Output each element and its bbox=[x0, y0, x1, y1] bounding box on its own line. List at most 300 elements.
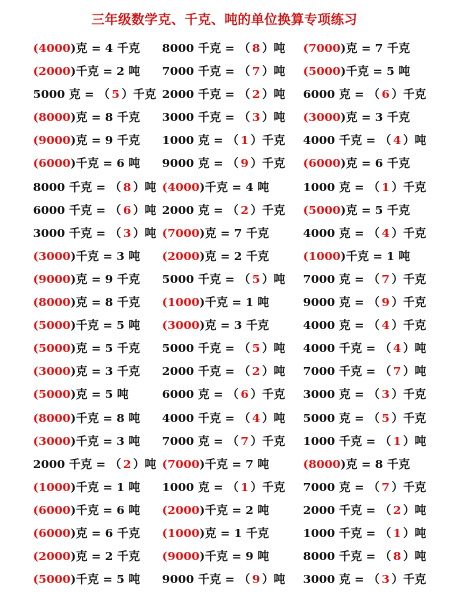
unit-text: ）吨 bbox=[262, 87, 286, 102]
equation-text: 8000 千克 = （ bbox=[33, 179, 122, 194]
equation-text: 5000 千克 = （ bbox=[162, 271, 251, 286]
answer-value: 7 bbox=[240, 433, 249, 448]
answer-value: 5000 bbox=[38, 341, 71, 356]
exercise-item bbox=[33, 360, 161, 383]
exercise-item bbox=[303, 129, 448, 152]
answer-value: 5 bbox=[252, 341, 261, 356]
exercise-item bbox=[303, 60, 448, 83]
exercise-row bbox=[0, 545, 449, 568]
answer-value: 4 bbox=[381, 225, 390, 240]
exercise-item bbox=[303, 245, 448, 268]
exercise-item bbox=[33, 291, 161, 314]
exercise-item bbox=[303, 383, 448, 406]
open-paren: ( bbox=[33, 41, 39, 55]
equation-text: 6000 千克 = （ bbox=[33, 202, 122, 217]
answer-value: 7 bbox=[252, 64, 261, 79]
equation-rest: )千克 = 3 吨 bbox=[70, 248, 141, 263]
equation-rest: )克 = 7 千克 bbox=[340, 41, 411, 55]
open-paren: ( bbox=[162, 225, 168, 240]
answer-value: 9 bbox=[381, 295, 390, 310]
open-paren: ( bbox=[162, 179, 168, 194]
open-paren: ( bbox=[33, 364, 39, 379]
exercise-row bbox=[0, 176, 449, 199]
equation-text: 4000 克 = （ bbox=[303, 318, 380, 333]
exercise-item bbox=[162, 407, 302, 430]
answer-value: 8000 bbox=[38, 110, 71, 125]
equation-rest: )克 = 9 千克 bbox=[70, 133, 141, 148]
exercise-item bbox=[162, 83, 302, 106]
equation-text: 2000 千克 = （ bbox=[303, 502, 392, 517]
open-paren: ( bbox=[33, 295, 39, 310]
exercise-row bbox=[0, 430, 449, 453]
answer-value: 9 bbox=[240, 156, 249, 171]
exercise-item bbox=[162, 499, 302, 522]
exercise-row bbox=[0, 245, 449, 268]
exercise-row bbox=[0, 337, 449, 360]
exercise-item bbox=[33, 245, 161, 268]
exercise-item bbox=[162, 199, 302, 222]
exercise-item bbox=[162, 37, 302, 60]
equation-rest: )克 = 7 千克 bbox=[199, 225, 270, 240]
exercise-item bbox=[303, 199, 448, 222]
exercise-row bbox=[0, 568, 449, 591]
answer-value: 8000 bbox=[38, 295, 71, 310]
answer-value: 6000 bbox=[38, 156, 71, 171]
unit-text: ）千克 bbox=[391, 387, 427, 402]
answer-value: 3 bbox=[123, 225, 132, 240]
equation-rest: )千克 = 9 吨 bbox=[199, 549, 270, 564]
open-paren: ( bbox=[162, 502, 168, 517]
open-paren: ( bbox=[33, 271, 39, 286]
exercise-item bbox=[303, 407, 448, 430]
exercise-row bbox=[0, 37, 449, 60]
equation-rest: )千克 = 5 吨 bbox=[70, 318, 141, 333]
equation-text: 5000 千克 = （ bbox=[162, 341, 251, 356]
exercise-row bbox=[0, 152, 449, 175]
answer-value: 2 bbox=[252, 364, 261, 379]
answer-value: 8 bbox=[393, 549, 402, 564]
answer-value: 5000 bbox=[308, 64, 341, 79]
unit-text: ）吨 bbox=[262, 110, 286, 125]
exercise-grid bbox=[0, 37, 449, 591]
exercise-row bbox=[0, 499, 449, 522]
unit-text: ）千克 bbox=[250, 479, 286, 494]
answer-value: 5 bbox=[381, 410, 390, 425]
exercise-item bbox=[303, 314, 448, 337]
exercise-item bbox=[33, 314, 161, 337]
exercise-row bbox=[0, 222, 449, 245]
exercise-item bbox=[162, 106, 302, 129]
unit-text: ）吨 bbox=[133, 202, 157, 217]
answer-value: 7000 bbox=[167, 225, 200, 240]
answer-value: 7000 bbox=[308, 41, 341, 55]
answer-value: 3000 bbox=[308, 110, 341, 125]
open-paren: ( bbox=[33, 502, 39, 517]
exercise-item bbox=[162, 430, 302, 453]
answer-value: 8000 bbox=[308, 456, 341, 471]
exercise-item bbox=[303, 522, 448, 545]
worksheet-title: 三年级数学克、千克、吨的单位换算专项练习 bbox=[91, 13, 358, 28]
answer-value: 7000 bbox=[167, 456, 200, 471]
exercise-item bbox=[33, 60, 161, 83]
answer-value: 6 bbox=[240, 387, 249, 402]
unit-text: ）吨 bbox=[262, 341, 286, 356]
answer-value: 6 bbox=[123, 202, 132, 217]
equation-text: 7000 克 = （ bbox=[303, 271, 380, 286]
equation-text: 2000 千克 = （ bbox=[33, 456, 122, 471]
answer-value: 2000 bbox=[38, 549, 71, 564]
unit-text: ）吨 bbox=[133, 456, 157, 471]
unit-text: ）吨 bbox=[403, 525, 427, 540]
open-paren: ( bbox=[162, 525, 168, 540]
open-paren: ( bbox=[303, 156, 309, 171]
unit-text: ）千克 bbox=[250, 202, 286, 217]
open-paren: ( bbox=[33, 156, 39, 171]
unit-text: ）千克 bbox=[250, 133, 286, 148]
exercise-row bbox=[0, 383, 449, 406]
equation-text: 9000 克 = （ bbox=[162, 156, 239, 171]
unit-text: ）千克 bbox=[121, 87, 157, 102]
exercise-item bbox=[162, 152, 302, 175]
open-paren: ( bbox=[303, 41, 309, 55]
equation-rest: )千克 = 5 吨 bbox=[70, 572, 141, 587]
exercise-item bbox=[303, 430, 448, 453]
answer-value: 2 bbox=[252, 87, 261, 102]
exercise-item bbox=[33, 106, 161, 129]
unit-text: ）千克 bbox=[391, 318, 427, 333]
answer-value: 9000 bbox=[167, 549, 200, 564]
open-paren: ( bbox=[33, 341, 39, 356]
equation-rest: )克 = 4 千克 bbox=[70, 41, 141, 55]
equation-rest: )克 = 5 千克 bbox=[340, 202, 411, 217]
exercise-item bbox=[33, 568, 161, 591]
open-paren: ( bbox=[162, 248, 168, 263]
exercise-item bbox=[303, 499, 448, 522]
equation-text: 3000 克 = （ bbox=[303, 387, 380, 402]
exercise-row bbox=[0, 60, 449, 83]
unit-text: ）吨 bbox=[262, 572, 286, 587]
exercise-row bbox=[0, 453, 449, 476]
equation-text: 8000 千克 = （ bbox=[303, 549, 392, 564]
equation-rest: )克 = 8 千克 bbox=[70, 110, 141, 125]
equation-text: 9000 克 = （ bbox=[303, 295, 380, 310]
exercise-item bbox=[303, 545, 448, 568]
answer-value: 6000 bbox=[38, 525, 71, 540]
open-paren: ( bbox=[303, 456, 309, 471]
exercise-item bbox=[33, 37, 161, 60]
unit-text: ）吨 bbox=[262, 271, 286, 286]
open-paren: ( bbox=[33, 133, 39, 148]
exercise-row bbox=[0, 129, 449, 152]
answer-value: 5000 bbox=[308, 202, 341, 217]
answer-value: 4 bbox=[393, 341, 402, 356]
open-paren: ( bbox=[33, 110, 39, 125]
unit-text: ）吨 bbox=[403, 549, 427, 564]
exercise-item bbox=[162, 476, 302, 499]
unit-text: ）吨 bbox=[403, 433, 427, 448]
equation-text: 3000 千克 = （ bbox=[162, 110, 251, 125]
answer-value: 1000 bbox=[167, 525, 200, 540]
exercise-item bbox=[162, 268, 302, 291]
equation-text: 7000 千克 = （ bbox=[303, 364, 392, 379]
exercise-item bbox=[303, 83, 448, 106]
exercise-item bbox=[33, 430, 161, 453]
exercise-item bbox=[33, 199, 161, 222]
equation-text: 6000 克 = （ bbox=[162, 387, 239, 402]
unit-text: ）吨 bbox=[403, 133, 427, 148]
unit-text: ）千克 bbox=[250, 433, 286, 448]
exercise-item bbox=[162, 314, 302, 337]
equation-rest: )克 = 9 千克 bbox=[70, 271, 141, 286]
equation-text: 9000 千克 = （ bbox=[162, 572, 251, 587]
equation-text: 2000 千克 = （ bbox=[162, 87, 251, 102]
equation-rest: )千克 = 7 吨 bbox=[199, 456, 270, 471]
equation-text: 1000 克 = （ bbox=[303, 179, 380, 194]
answer-value: 8000 bbox=[38, 410, 71, 425]
equation-rest: )克 = 5 吨 bbox=[70, 387, 129, 402]
exercise-item bbox=[162, 222, 302, 245]
unit-text: ）千克 bbox=[250, 387, 286, 402]
equation-text: 8000 千克 = （ bbox=[162, 41, 251, 55]
exercise-item bbox=[33, 268, 161, 291]
equation-rest: )千克 = 1 吨 bbox=[199, 295, 270, 310]
exercise-item bbox=[303, 291, 448, 314]
unit-text: ）吨 bbox=[133, 179, 157, 194]
exercise-item bbox=[33, 522, 161, 545]
equation-rest: )克 = 3 千克 bbox=[70, 364, 141, 379]
open-paren: ( bbox=[33, 248, 39, 263]
exercise-item bbox=[33, 383, 161, 406]
open-paren: ( bbox=[303, 64, 309, 79]
equation-text: 1000 克 = （ bbox=[162, 479, 239, 494]
open-paren: ( bbox=[33, 410, 39, 425]
unit-text: ）千克 bbox=[391, 179, 427, 194]
open-paren: ( bbox=[33, 479, 39, 494]
open-paren: ( bbox=[162, 318, 168, 333]
equation-text: 7000 千克 = （ bbox=[162, 64, 251, 79]
equation-text: 3000 千克 = （ bbox=[33, 225, 122, 240]
exercise-row bbox=[0, 83, 449, 106]
exercise-item bbox=[162, 383, 302, 406]
answer-value: 8 bbox=[123, 179, 132, 194]
equation-text: 2000 克 = （ bbox=[162, 202, 239, 217]
unit-text: ）千克 bbox=[391, 225, 427, 240]
answer-value: 1 bbox=[381, 179, 390, 194]
exercise-item bbox=[303, 476, 448, 499]
exercise-item bbox=[162, 360, 302, 383]
open-paren: ( bbox=[33, 318, 39, 333]
exercise-item bbox=[33, 152, 161, 175]
answer-value: 7 bbox=[393, 364, 402, 379]
answer-value: 5 bbox=[252, 271, 261, 286]
open-paren: ( bbox=[162, 295, 168, 310]
exercise-item bbox=[303, 453, 448, 476]
exercise-item bbox=[303, 337, 448, 360]
unit-text: ）千克 bbox=[391, 410, 427, 425]
answer-value: 3000 bbox=[38, 433, 71, 448]
answer-value: 3000 bbox=[38, 364, 71, 379]
answer-value: 4 bbox=[381, 318, 390, 333]
open-paren: ( bbox=[33, 64, 39, 79]
equation-rest: )千克 = 6 吨 bbox=[70, 502, 141, 517]
answer-value: 9000 bbox=[38, 271, 71, 286]
equation-text: 2000 千克 = （ bbox=[162, 364, 251, 379]
equation-rest: )克 = 6 千克 bbox=[340, 156, 411, 171]
equation-rest: )千克 = 4 吨 bbox=[199, 179, 270, 194]
equation-text: 4000 千克 = （ bbox=[303, 133, 392, 148]
exercise-item bbox=[162, 453, 302, 476]
exercise-item bbox=[162, 245, 302, 268]
unit-text: ）吨 bbox=[262, 410, 286, 425]
unit-text: ）吨 bbox=[403, 364, 427, 379]
unit-text: ）吨 bbox=[262, 41, 286, 55]
exercise-item bbox=[162, 176, 302, 199]
open-paren: ( bbox=[162, 549, 168, 564]
equation-rest: )克 = 6 千克 bbox=[70, 525, 141, 540]
equation-text: 7000 克 = （ bbox=[303, 479, 380, 494]
answer-value: 1 bbox=[240, 479, 249, 494]
answer-value: 1 bbox=[240, 133, 249, 148]
unit-text: ）吨 bbox=[403, 341, 427, 356]
exercise-item bbox=[162, 522, 302, 545]
exercise-item bbox=[303, 268, 448, 291]
equation-text: 5000 克 = （ bbox=[33, 87, 110, 102]
equation-rest: )千克 = 2 吨 bbox=[199, 502, 270, 517]
answer-value: 3 bbox=[252, 110, 261, 125]
exercise-item bbox=[162, 337, 302, 360]
answer-value: 4 bbox=[393, 133, 402, 148]
unit-text: ）千克 bbox=[391, 87, 427, 102]
open-paren: ( bbox=[33, 549, 39, 564]
equation-rest: )克 = 3 千克 bbox=[340, 110, 411, 125]
answer-value: 1000 bbox=[308, 248, 341, 263]
equation-rest: )千克 = 6 吨 bbox=[70, 156, 141, 171]
answer-value: 5000 bbox=[38, 572, 71, 587]
answer-value: 9 bbox=[252, 572, 261, 587]
exercise-item bbox=[33, 453, 161, 476]
equation-rest: )克 = 1 千克 bbox=[199, 525, 270, 540]
exercise-row bbox=[0, 291, 449, 314]
equation-text: 5000 克 = （ bbox=[303, 410, 380, 425]
equation-rest: )克 = 5 千克 bbox=[70, 341, 141, 356]
answer-value: 2000 bbox=[167, 248, 200, 263]
answer-value: 6000 bbox=[38, 502, 71, 517]
exercise-item bbox=[162, 291, 302, 314]
unit-text: ）千克 bbox=[391, 479, 427, 494]
equation-rest: )千克 = 2 吨 bbox=[70, 64, 141, 79]
equation-text: 4000 千克 = （ bbox=[303, 341, 392, 356]
answer-value: 4 bbox=[252, 410, 261, 425]
exercise-item bbox=[33, 83, 161, 106]
answer-value: 4000 bbox=[38, 41, 71, 55]
equation-rest: )克 = 2 千克 bbox=[199, 248, 270, 263]
open-paren: ( bbox=[33, 525, 39, 540]
exercise-item bbox=[162, 568, 302, 591]
open-paren: ( bbox=[33, 572, 39, 587]
answer-value: 7 bbox=[381, 271, 390, 286]
equation-rest: )千克 = 1 吨 bbox=[70, 479, 141, 494]
equation-rest: )千克 = 3 吨 bbox=[70, 433, 141, 448]
answer-value: 9000 bbox=[38, 133, 71, 148]
answer-value: 2 bbox=[123, 456, 132, 471]
exercise-item bbox=[33, 222, 161, 245]
exercise-item bbox=[303, 222, 448, 245]
equation-text: 1000 千克 = （ bbox=[303, 433, 392, 448]
unit-text: ）千克 bbox=[250, 156, 286, 171]
exercise-row bbox=[0, 199, 449, 222]
exercise-item bbox=[162, 60, 302, 83]
exercise-item bbox=[303, 152, 448, 175]
unit-text: ）吨 bbox=[262, 64, 286, 79]
answer-value: 8 bbox=[252, 41, 261, 55]
equation-text: 4000 千克 = （ bbox=[162, 410, 251, 425]
answer-value: 3 bbox=[381, 387, 390, 402]
exercise-row bbox=[0, 268, 449, 291]
equation-rest: )克 = 8 千克 bbox=[340, 456, 411, 471]
answer-value: 6000 bbox=[308, 156, 341, 171]
exercise-item bbox=[33, 129, 161, 152]
answer-value: 1 bbox=[393, 433, 402, 448]
exercise-item bbox=[33, 545, 161, 568]
unit-text: ）千克 bbox=[391, 295, 427, 310]
open-paren: ( bbox=[303, 110, 309, 125]
answer-value: 2 bbox=[240, 202, 249, 217]
exercise-item bbox=[303, 37, 448, 60]
answer-value: 1000 bbox=[167, 295, 200, 310]
answer-value: 3000 bbox=[38, 248, 71, 263]
exercise-row bbox=[0, 106, 449, 129]
exercise-row bbox=[0, 314, 449, 337]
answer-value: 3 bbox=[381, 572, 390, 587]
exercise-row bbox=[0, 407, 449, 430]
exercise-item bbox=[33, 476, 161, 499]
answer-value: 1 bbox=[393, 525, 402, 540]
equation-rest: )千克 = 1 吨 bbox=[340, 248, 411, 263]
unit-text: ）千克 bbox=[391, 572, 427, 587]
open-paren: ( bbox=[162, 456, 168, 471]
answer-value: 2 bbox=[393, 502, 402, 517]
exercise-item bbox=[303, 106, 448, 129]
exercise-item bbox=[33, 407, 161, 430]
equation-text: 1000 克 = （ bbox=[162, 133, 239, 148]
answer-value: 4000 bbox=[167, 179, 200, 194]
equation-rest: )克 = 2 千克 bbox=[70, 549, 141, 564]
equation-text: 7000 克 = （ bbox=[162, 433, 239, 448]
exercise-item bbox=[162, 545, 302, 568]
equation-rest: )克 = 3 千克 bbox=[199, 318, 270, 333]
exercise-item bbox=[303, 568, 448, 591]
open-paren: ( bbox=[33, 387, 39, 402]
open-paren: ( bbox=[303, 248, 309, 263]
answer-value: 5 bbox=[111, 87, 120, 102]
equation-text: 4000 克 = （ bbox=[303, 225, 380, 240]
exercise-row bbox=[0, 360, 449, 383]
exercise-item bbox=[162, 129, 302, 152]
exercise-row bbox=[0, 522, 449, 545]
exercise-item bbox=[303, 360, 448, 383]
exercise-item bbox=[33, 176, 161, 199]
exercise-row bbox=[0, 476, 449, 499]
equation-text: 6000 克 = （ bbox=[303, 87, 380, 102]
equation-rest: )千克 = 5 吨 bbox=[340, 64, 411, 79]
open-paren: ( bbox=[303, 202, 309, 217]
answer-value: 2000 bbox=[167, 502, 200, 517]
equation-rest: )千克 = 8 吨 bbox=[70, 410, 141, 425]
answer-value: 6 bbox=[381, 87, 390, 102]
exercise-item bbox=[33, 499, 161, 522]
equation-text: 3000 克 = （ bbox=[303, 572, 380, 587]
answer-value: 3000 bbox=[167, 318, 200, 333]
